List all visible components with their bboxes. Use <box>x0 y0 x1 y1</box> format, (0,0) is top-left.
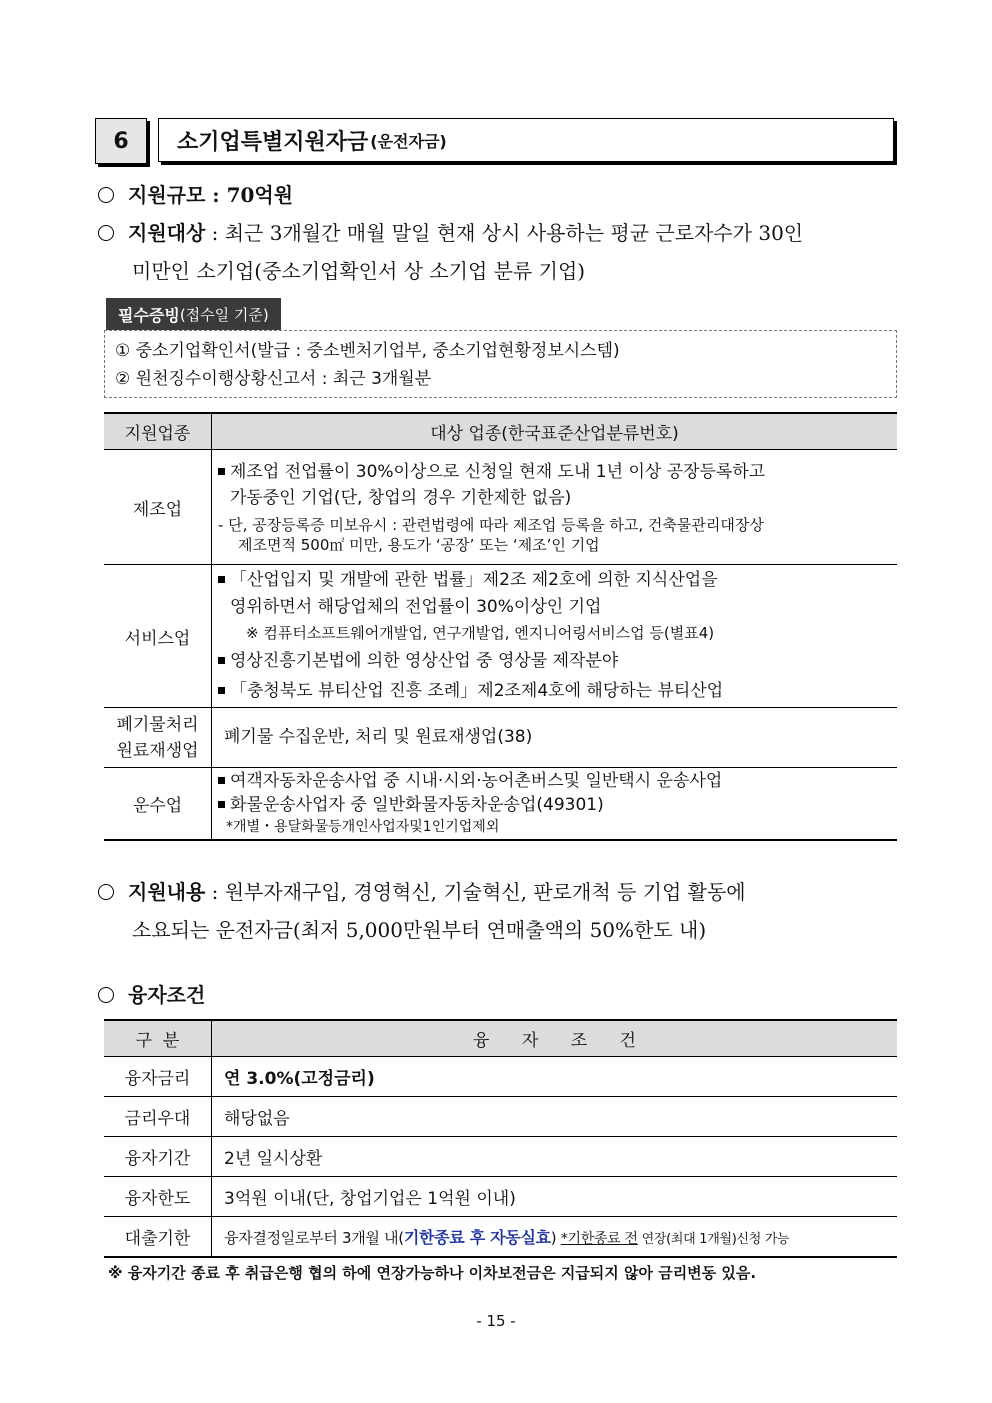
support-content: 지원내용 : 원부자재구입, 경영혁신, 기술혁신, 판로개척 등 기업 활동에 <box>98 877 746 907</box>
table-row: 대출기한 융자결정일로부터 3개월 내(기한종료 후 자동실효) *기한종료 전 연장(최대 1개월)신청 가능 <box>104 1217 897 1258</box>
page-number: - 15 - <box>476 1312 516 1330</box>
circle-bullet-icon <box>98 987 114 1003</box>
square-bullet-icon <box>218 687 225 694</box>
footnote: ※ 융자기간 종료 후 취급은행 협의 하에 연장가능하나 이차보전금은 지급되지 않아 금리변동 있음. <box>108 1264 757 1282</box>
conditions-table <box>104 1019 897 1258</box>
industry-desc: 폐기물 수집운반, 처리 및 원료재생업(38) <box>212 708 898 768</box>
table-row: 금리우대 해당없음 <box>104 1097 897 1137</box>
industry-name: 폐기물처리 원료재생업 <box>104 708 212 768</box>
circle-bullet-icon <box>98 884 114 900</box>
table-row <box>104 565 897 708</box>
industry-name: 운수업 <box>104 768 212 840</box>
table-header: 지원업종 <box>104 413 212 450</box>
industry-desc: 여객자동차운송사업 중 시내·시외·농어촌버스및 일반택시 운송사업 화물운송사업자 중 일반화물자동차운송업(49301) *개별・용달화물등개인사업자및1인기업제외 <box>212 768 898 840</box>
square-bullet-icon <box>218 657 225 664</box>
support-content-cont: 소요되는 운전자금(최저 5,000만원부터 연매출액의 50%한도 내) <box>132 918 707 942</box>
industry-name: 서비스업 <box>104 565 212 708</box>
table-row: 융자금리 연 3.0%(고정금리) <box>104 1057 897 1097</box>
table-header: 구 분 <box>104 1020 212 1057</box>
circle-bullet-icon <box>98 225 114 241</box>
table-row <box>104 708 897 768</box>
support-target-cont: 미만인 소기업(중소기업확인서 상 소기업 분류 기업) <box>132 259 586 283</box>
section-number: 6 <box>95 118 147 164</box>
loan-conditions-heading: 융자조건 <box>98 980 205 1010</box>
section-title-main: 소기업특별지원자금 <box>177 129 369 155</box>
square-bullet-icon <box>218 468 225 475</box>
evidence-item: ② 원천징수이행상황신고서 : 최근 3개월분 <box>115 369 432 389</box>
table-row: 융자한도 3억원 이내(단, 창업기업은 1억원 이내) <box>104 1177 897 1217</box>
square-bullet-icon <box>218 777 225 784</box>
support-scale: 지원규모 : 70억원 <box>98 180 293 210</box>
table-row <box>104 768 897 840</box>
table-header-row <box>104 413 897 450</box>
table-row: 융자기간 2년 일시상환 <box>104 1137 897 1177</box>
section-title <box>158 118 894 162</box>
circle-bullet-icon <box>98 187 114 203</box>
required-evidence-tab: 필수증빙 (접수일 기준) <box>106 298 281 330</box>
table-header: 대상 업종(한국표준산업분류번호) <box>212 413 898 450</box>
square-bullet-icon <box>218 801 225 808</box>
industry-desc: 「산업입지 및 개발에 관한 법률」제2조 제2호에 의한 지식산업을 영위하면서 해당업체의 전업률이 30%이상인 기업 ※ 컴퓨터소프트웨어개발업, 연구개발업, 엔지니어링서비스업 등(별표4) 영상진흥기본법에 의한 영상산업 중 영상물 제작분야 「충청북도 뷰티산업 진흥 조례」제2조제4호에 해당하는 뷰티산업 <box>212 565 898 708</box>
industry-desc: 제조업 전업률이 30%이상으로 신청일 현재 도내 1년 이상 공장등록하고 가동중인 기업(단, 창업의 경우 기한제한 없음) - 단, 공장등록증 미보유시 : 관련법령에 따라 제조업 등록을 하고, 건축물관리대장상 제조면적 500㎡ 미만, 용도가 ‘공장’ 또는 ‘제조’인 기업 <box>212 450 898 565</box>
section-title-sub: (운전자금) <box>370 131 447 151</box>
support-target: 지원대상 : 최근 3개월간 매월 말일 현재 상시 사용하는 평균 근로자수가 30인 <box>98 218 803 248</box>
table-row <box>104 450 897 565</box>
square-bullet-icon <box>218 576 225 583</box>
table-header-row <box>104 1020 897 1057</box>
required-evidence-box <box>104 330 897 398</box>
table-header: 융 자 조 건 <box>212 1020 898 1057</box>
industry-name: 제조업 <box>104 450 212 565</box>
evidence-item: ① 중소기업확인서(발급 : 중소벤처기업부, 중소기업현황정보시스템) <box>115 341 620 361</box>
industry-table <box>104 412 897 841</box>
